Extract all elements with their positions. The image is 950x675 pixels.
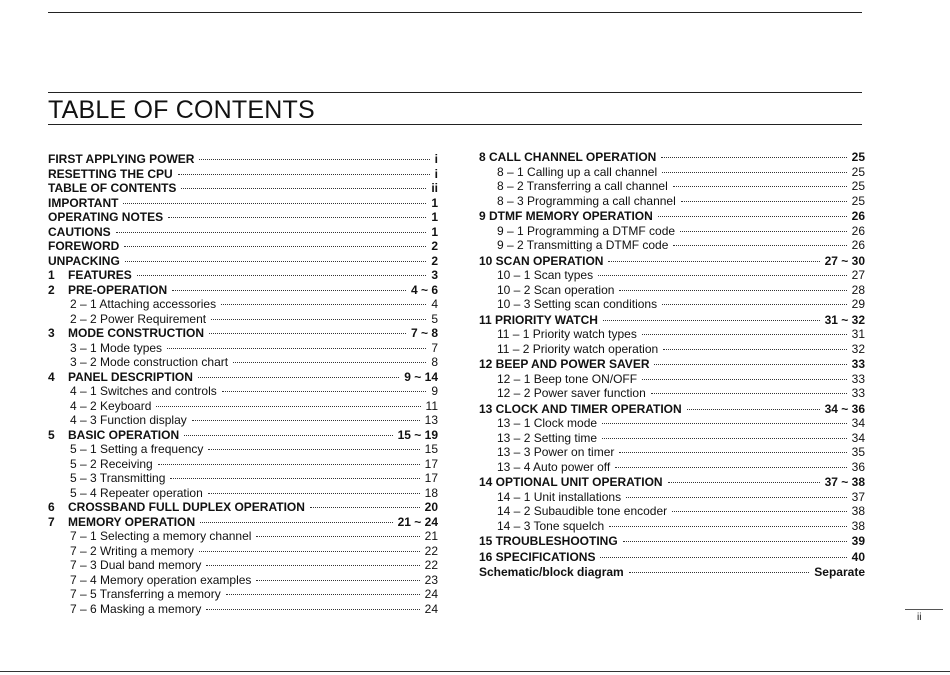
toc-entry-label: 5 – 4 Repeater operation [70, 485, 203, 500]
toc-entry-label: 7 – 1 Selecting a memory channel [70, 529, 252, 543]
leader-dots [256, 535, 419, 537]
leader-dots [681, 200, 847, 202]
leader-dots [603, 319, 820, 321]
toc-entry-label: 4 – 3 Function display [70, 413, 187, 427]
leader-dots [206, 608, 419, 610]
toc-entry-9-1-programming-a-dtmf-code [479, 224, 865, 239]
toc-entry-page: 11 [425, 398, 438, 413]
toc-entry-label: 4 – 2 Keyboard [70, 398, 152, 413]
toc-entry-number: 7 [48, 514, 55, 529]
toc-entry-page: 26 [851, 223, 865, 238]
toc-entry-page: 1 [431, 210, 438, 224]
toc-entry-page: 36 [851, 459, 865, 474]
toc-entry-14-3-tone-squelch [479, 519, 865, 534]
leader-dots [192, 419, 420, 421]
leader-dots [167, 347, 426, 349]
toc-entry-number: 5 [48, 427, 55, 442]
toc-entry-page: 4 [431, 297, 438, 311]
toc-entry-11-priority-watch [479, 313, 865, 328]
toc-entry-7-4-memory-operation-examples [48, 573, 438, 588]
toc-entry-label: OPERATING NOTES [48, 210, 164, 224]
toc-entry-page: 8 [431, 355, 438, 369]
toc-entry-page: 33 [851, 371, 865, 386]
toc-entry-label: PANEL DESCRIPTION [68, 369, 193, 384]
toc-entry-label: 14 – 2 Subaudible tone encoder [497, 504, 668, 518]
page-number: ii [917, 612, 922, 623]
toc-entry-page: 32 [851, 341, 865, 356]
toc-entry-page: 26 [851, 209, 865, 223]
toc-entry-page: 37 [851, 489, 865, 504]
toc-entry-label: FEATURES [68, 268, 132, 282]
toc-entry-label: 10 – 2 Scan operation [497, 282, 615, 297]
toc-entry-page: 18 [424, 485, 438, 500]
toc-entry-basic-operation [48, 428, 438, 443]
toc-entry-9-dtmf-memory-operation [479, 209, 865, 224]
toc-entry-page: 31 ~ 32 [824, 312, 865, 327]
page-number-rule [905, 609, 943, 610]
toc-entry-page: 15 [424, 442, 438, 456]
toc-entry-page: 7 ~ 8 [410, 326, 438, 340]
toc-entry-page: 27 [851, 268, 865, 282]
toc-entry-number: 1 [48, 268, 55, 282]
toc-entry-first-applying-power [48, 152, 438, 167]
toc-entry-label: 13 – 3 Power on timer [497, 445, 615, 459]
toc-entry-label: PRE-OPERATION [68, 282, 168, 297]
toc-entry-label: 2 – 1 Attaching accessories [70, 297, 217, 311]
toc-entry-4-1-switches-and-controls [48, 384, 438, 399]
toc-entry-page: 40 [851, 549, 865, 564]
toc-entry-page: 17 [424, 456, 438, 471]
toc-entry-schematic-block-diagram [479, 565, 865, 580]
toc-entry-label: FIRST APPLYING POWER [48, 152, 195, 166]
toc-entry-page: 24 [424, 601, 438, 616]
toc-entry-12-2-power-saver-function [479, 386, 865, 401]
toc-entry-10-scan-operation [479, 254, 865, 269]
toc-entry-label: 3 – 1 Mode types [70, 340, 163, 355]
toc-entry-13-3-power-on-timer [479, 445, 865, 460]
toc-entry-8-1-calling-up-a-call-channel [479, 165, 865, 180]
toc-entry-crossband-full-duplex-operation [48, 500, 438, 515]
toc-entry-label: MEMORY OPERATION [68, 514, 196, 529]
toc-entry-page: 25 [851, 150, 865, 164]
leader-dots [137, 274, 427, 276]
toc-entry-label: 10 SCAN OPERATION [479, 253, 604, 268]
toc-entry-label: 7 – 5 Transferring a memory [70, 587, 221, 601]
toc-entry-page: 29 [851, 297, 865, 311]
toc-entry-13-4-auto-power-off [479, 460, 865, 475]
toc-entry-pre-operation [48, 283, 438, 298]
toc-entry-label: 5 – 1 Setting a frequency [70, 442, 204, 456]
leader-dots [615, 466, 846, 468]
toc-entry-label: 12 – 1 Beep tone ON/OFF [497, 371, 638, 386]
toc-entry-14-optional-unit-operation [479, 475, 865, 490]
toc-entry-14-1-unit-installations [479, 490, 865, 505]
leader-dots [602, 437, 847, 439]
toc-entry-page: 39 [851, 534, 865, 548]
leader-dots [184, 434, 393, 436]
toc-entry-5-2-receiving [48, 457, 438, 472]
toc-entry-page: 26 [851, 238, 865, 252]
leader-dots [668, 481, 820, 483]
toc-entry-7-5-transferring-a-memory [48, 587, 438, 602]
toc-entry-label: IMPORTANT [48, 195, 119, 210]
toc-entry-resetting-the-cpu [48, 167, 438, 182]
toc-entry-label: 8 – 1 Calling up a call channel [497, 164, 658, 179]
toc-entry-label: 9 DTMF MEMORY OPERATION [479, 209, 653, 223]
leader-dots [673, 244, 846, 246]
toc-entry-page: 38 [851, 504, 865, 518]
toc-entry-page: 38 [851, 518, 865, 533]
toc-entry-13-clock-and-timer-operation [479, 402, 865, 417]
toc-entry-table-of-contents [48, 181, 438, 196]
title-top-rule [48, 92, 862, 93]
toc-entry-label: 15 TROUBLESHOOTING [479, 534, 618, 548]
toc-entry-page: 23 [424, 572, 438, 587]
toc-entry-11-1-priority-watch-types [479, 327, 865, 342]
toc-entry-page: 21 [424, 529, 438, 543]
toc-entry-page: 9 ~ 14 [404, 369, 438, 384]
toc-entry-important [48, 196, 438, 211]
leader-dots [226, 593, 420, 595]
toc-entry-label: 14 – 1 Unit installations [497, 489, 622, 504]
toc-entry-3-2-mode-construction-chart [48, 355, 438, 370]
toc-entry-page: 37 ~ 38 [824, 475, 865, 489]
toc-entry-page: 3 [431, 268, 438, 282]
toc-entry-number: 3 [48, 326, 55, 340]
toc-entry-mode-construction [48, 326, 438, 341]
toc-entry-label: 16 SPECIFICATIONS [479, 549, 596, 564]
toc-entry-15-troubleshooting [479, 534, 865, 549]
toc-entry-13-1-clock-mode [479, 416, 865, 431]
toc-entry-page: 33 [851, 386, 865, 400]
toc-entry-16-specifications [479, 550, 865, 565]
toc-entry-label: 13 – 1 Clock mode [497, 416, 598, 430]
toc-entry-label: UNPACKING [48, 253, 120, 268]
toc-entry-label: 9 – 1 Programming a DTMF code [497, 223, 676, 238]
leader-dots [172, 289, 406, 291]
leader-dots [651, 392, 847, 394]
toc-entry-label: 7 – 6 Masking a memory [70, 601, 202, 616]
leader-dots [198, 376, 399, 378]
toc-entry-7-2-writing-a-memory [48, 544, 438, 559]
leader-dots [310, 506, 420, 508]
toc-entry-label: RESETTING THE CPU [48, 166, 173, 181]
toc-entry-page: 15 ~ 19 [397, 427, 438, 442]
toc-entry-features [48, 268, 438, 283]
toc-entry-label: CAUTIONS [48, 224, 111, 239]
toc-entry-label: 9 – 2 Transmitting a DTMF code [497, 238, 669, 252]
toc-entry-2-2-power-requirement [48, 312, 438, 327]
toc-entry-number: 4 [48, 369, 55, 384]
leader-dots [687, 408, 820, 410]
leader-dots [256, 579, 419, 581]
leader-dots [170, 477, 419, 479]
toc-entry-label: CROSSBAND FULL DUPLEX OPERATION [68, 500, 305, 514]
toc-entry-page: 17 [424, 471, 438, 485]
leader-dots [609, 525, 846, 527]
toc-entry-7-1-selecting-a-memory-channel [48, 529, 438, 544]
toc-entry-page: 34 [851, 416, 865, 430]
toc-entry-label: MODE CONSTRUCTION [68, 326, 204, 340]
toc-entry-number: 6 [48, 500, 55, 514]
leader-dots [663, 348, 846, 350]
toc-entry-12-1-beep-tone-on-off [479, 372, 865, 387]
leader-dots [208, 448, 419, 450]
leader-dots [125, 260, 427, 262]
toc-entry-8-2-transferring-a-call-channel [479, 179, 865, 194]
toc-entry-10-1-scan-types [479, 268, 865, 283]
leader-dots [209, 332, 406, 334]
toc-entry-page: 13 [424, 413, 438, 427]
leader-dots [680, 230, 847, 232]
leader-dots [619, 289, 846, 291]
toc-entry-page: 2 [431, 253, 438, 268]
leader-dots [673, 185, 847, 187]
toc-entry-label: FOREWORD [48, 239, 120, 253]
leader-dots [642, 333, 847, 335]
toc-entry-page: 25 [851, 193, 865, 208]
toc-entry-unpacking [48, 254, 438, 269]
toc-entry-page: 9 [431, 384, 438, 398]
toc-entry-page: 35 [851, 445, 865, 459]
toc-entry-12-beep-and-power-saver [479, 357, 865, 372]
leader-dots [208, 492, 420, 494]
toc-entry-7-6-masking-a-memory [48, 602, 438, 617]
toc-entry-page: 31 [851, 327, 865, 341]
toc-entry-7-3-dual-band-memory [48, 558, 438, 573]
leader-dots [598, 274, 847, 276]
toc-entry-foreword [48, 239, 438, 254]
toc-entry-page: 1 [431, 224, 438, 239]
toc-entry-page: 28 [851, 282, 865, 297]
leader-dots [662, 303, 847, 305]
toc-entry-page: 20 [424, 500, 438, 514]
toc-entry-label: 10 – 3 Setting scan conditions [497, 297, 658, 311]
leader-dots [658, 215, 847, 217]
toc-entry-label: 11 – 2 Priority watch operation [497, 341, 659, 356]
leader-dots [626, 496, 847, 498]
toc-entry-label: TABLE OF CONTENTS [48, 181, 177, 195]
toc-entry-label: 14 – 3 Tone squelch [497, 518, 605, 533]
leader-dots [654, 363, 846, 365]
leader-dots [199, 550, 420, 552]
leader-dots [619, 451, 846, 453]
toc-entry-page: 4 ~ 6 [410, 282, 438, 297]
toc-entry-label: 11 – 1 Priority watch types [497, 327, 637, 341]
leader-dots [211, 318, 426, 320]
toc-entry-5-1-setting-a-frequency [48, 442, 438, 457]
toc-entry-4-2-keyboard [48, 399, 438, 414]
toc-entry-5-4-repeater-operation [48, 486, 438, 501]
toc-entry-label: 11 PRIORITY WATCH [479, 312, 598, 327]
toc-entry-8-3-programming-a-call-channel [479, 194, 865, 209]
toc-entry-page: 34 ~ 36 [824, 401, 865, 416]
toc-entry-label: 13 – 4 Auto power off [497, 459, 611, 474]
toc-entry-label: 13 – 2 Setting time [497, 430, 598, 445]
toc-entry-label: 5 – 3 Transmitting [70, 471, 166, 485]
toc-entry-13-2-setting-time [479, 431, 865, 446]
toc-entry-page: 5 [431, 311, 438, 326]
toc-entry-page: 1 [431, 195, 438, 210]
toc-entry-label: 7 – 4 Memory operation examples [70, 572, 252, 587]
leader-dots [221, 303, 426, 305]
toc-entry-page: ii [431, 181, 438, 195]
leader-dots [623, 540, 847, 542]
toc-entry-panel-description [48, 370, 438, 385]
toc-entry-5-3-transmitting [48, 471, 438, 486]
toc-entry-10-2-scan-operation [479, 283, 865, 298]
toc-entry-8-call-channel-operation [479, 150, 865, 165]
toc-entry-page: 25 [851, 164, 865, 179]
leader-dots [206, 564, 419, 566]
toc-entry-14-2-subaudible-tone-encoder [479, 504, 865, 519]
leader-dots [608, 260, 819, 262]
toc-entry-label: 4 – 1 Switches and controls [70, 384, 217, 398]
toc-entry-cautions [48, 225, 438, 240]
toc-entry-label: 10 – 1 Scan types [497, 268, 594, 282]
toc-entry-2-1-attaching-accessories [48, 297, 438, 312]
toc-entry-page: 33 [851, 357, 865, 371]
toc-entry-label: 12 BEEP AND POWER SAVER [479, 357, 650, 371]
toc-entry-page: 25 [851, 179, 865, 193]
toc-entry-label: 8 – 2 Transferring a call channel [497, 179, 668, 193]
toc-entry-label: 5 – 2 Receiving [70, 456, 153, 471]
toc-entry-3-1-mode-types [48, 341, 438, 356]
leader-dots [233, 361, 426, 363]
leader-dots [600, 556, 846, 558]
toc-entry-page: i [434, 166, 438, 181]
leader-dots [123, 202, 426, 204]
toc-entry-label: 12 – 2 Power saver function [497, 386, 646, 400]
leader-dots [602, 422, 847, 424]
leader-dots [661, 156, 846, 158]
leader-dots [181, 187, 426, 189]
leader-dots [156, 405, 420, 407]
toc-entry-label: 3 – 2 Mode construction chart [70, 355, 229, 369]
toc-entry-label: 2 – 2 Power Requirement [70, 311, 207, 326]
leader-dots [124, 245, 426, 247]
toc-entry-label: 14 OPTIONAL UNIT OPERATION [479, 475, 663, 489]
leader-dots [178, 173, 430, 175]
toc-left-column [48, 152, 438, 616]
top-rule [48, 12, 862, 13]
leader-dots [199, 158, 429, 160]
toc-entry-label: 8 CALL CHANNEL OPERATION [479, 150, 657, 164]
toc-entry-page: i [434, 152, 438, 166]
toc-entry-number: 2 [48, 282, 55, 297]
bottom-rule [0, 671, 950, 672]
leader-dots [222, 390, 427, 392]
title-bottom-rule [48, 124, 862, 125]
leader-dots [200, 521, 393, 523]
toc-entry-page: 22 [424, 558, 438, 572]
leader-dots [158, 463, 420, 465]
leader-dots [642, 378, 847, 380]
toc-entry-11-2-priority-watch-operation [479, 342, 865, 357]
leader-dots [672, 510, 847, 512]
toc-entry-page: 22 [424, 543, 438, 558]
toc-entry-9-2-transmitting-a-dtmf-code [479, 238, 865, 253]
toc-right-column [479, 150, 865, 580]
toc-entry-memory-operation [48, 515, 438, 530]
toc-entry-label: 13 CLOCK AND TIMER OPERATION [479, 401, 682, 416]
toc-entry-label: BASIC OPERATION [68, 427, 180, 442]
toc-entry-label: 8 – 3 Programming a call channel [497, 193, 676, 208]
toc-entry-label: 7 – 2 Writing a memory [70, 543, 194, 558]
toc-entry-page: 24 [424, 587, 438, 601]
leader-dots [629, 571, 810, 573]
toc-entry-operating-notes [48, 210, 438, 225]
toc-entry-10-3-setting-scan-conditions [479, 297, 865, 312]
toc-entry-label: Schematic/block diagram [479, 565, 624, 579]
toc-entry-page: 34 [851, 430, 865, 445]
toc-entry-page: Separate [814, 565, 865, 579]
page-title: TABLE OF CONTENTS [48, 96, 315, 124]
toc-entry-4-3-function-display [48, 413, 438, 428]
toc-entry-page: 2 [431, 239, 438, 253]
toc-entry-page: 21 ~ 24 [397, 514, 438, 529]
leader-dots [662, 171, 847, 173]
toc-entry-label: 7 – 3 Dual band memory [70, 558, 202, 572]
leader-dots [116, 231, 427, 233]
toc-entry-page: 27 ~ 30 [824, 253, 865, 268]
leader-dots [168, 216, 426, 218]
toc-entry-page: 7 [431, 340, 438, 355]
